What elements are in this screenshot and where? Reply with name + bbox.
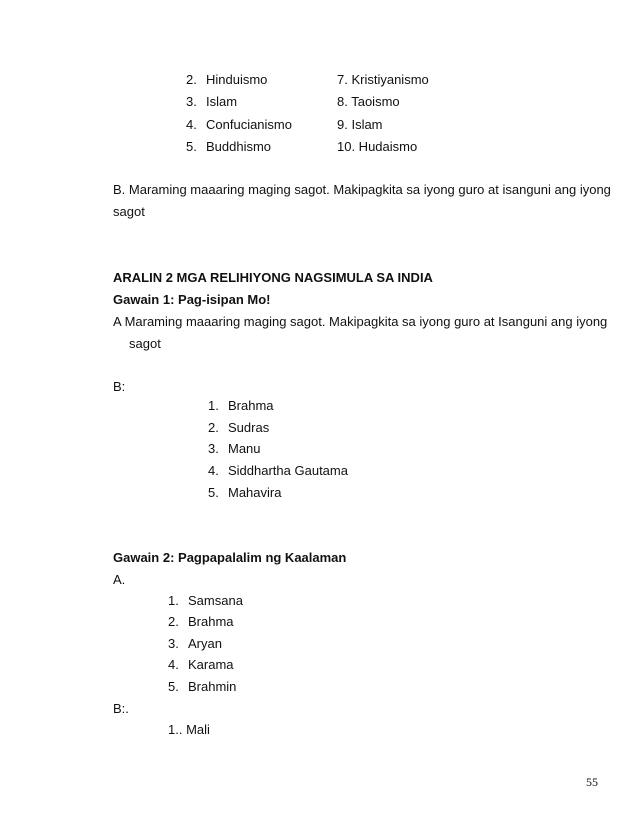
list-item xyxy=(168,636,222,652)
list-item xyxy=(208,420,269,436)
list-item-text: Aryan xyxy=(188,636,222,651)
list-item xyxy=(186,94,237,110)
list-item-number: 5. xyxy=(168,679,179,694)
list-item-text: Brahmin xyxy=(188,679,237,694)
list-item-text: Siddhartha Gautama xyxy=(228,463,348,478)
page-number: 55 xyxy=(586,775,598,789)
list-item-number: 5. xyxy=(186,139,197,154)
section-heading: ARALIN 2 MGA RELIHIYONG NAGSIMULA SA INDIA xyxy=(113,270,433,285)
list-item xyxy=(168,593,243,609)
list-item-number: 4. xyxy=(186,117,197,132)
list-item-text: Manu xyxy=(228,441,261,456)
list-item-number: 3. xyxy=(208,441,219,456)
list-item-number: 1. xyxy=(208,398,219,413)
list-item-number: 4. xyxy=(208,463,219,478)
list-item-text: Buddhismo xyxy=(206,139,272,154)
list-item xyxy=(208,485,281,501)
list-item-number: 3. xyxy=(168,636,179,651)
list-item-text: Samsana xyxy=(188,593,243,608)
list-item-text: Brahma xyxy=(188,614,234,629)
paragraph-line: sagot xyxy=(113,204,145,219)
paragraph-line: B. Maraming maaaring maging sagot. Makipagkita sa iyong guro at isanguni ang iyong xyxy=(113,182,611,197)
list-item: 9. Islam xyxy=(337,117,383,132)
list-item: 7. Kristiyanismo xyxy=(337,72,429,87)
list-item xyxy=(208,441,261,457)
subsection-heading: Gawain 2: Pagpapalalim ng Kaalaman xyxy=(113,550,347,565)
list-item-text: Confucianismo xyxy=(206,117,292,132)
paragraph-line: sagot xyxy=(129,336,161,351)
list-item-text: Mahavira xyxy=(228,485,282,500)
item-label: B:. xyxy=(113,701,129,716)
list-item-text: Karama xyxy=(188,657,234,672)
list-item xyxy=(168,657,234,673)
list-item xyxy=(168,614,234,630)
list-item xyxy=(186,139,271,155)
list-item xyxy=(208,463,348,479)
list-item-text: Hinduismo xyxy=(206,72,268,87)
paragraph-line: A Maraming maaaring maging sagot. Makipagkita sa iyong guro at Isanguni ang iyong xyxy=(113,314,608,329)
list-item xyxy=(186,117,292,133)
list-item xyxy=(208,398,274,414)
list-item-number: 3. xyxy=(186,94,197,109)
list-item-number: 2. xyxy=(186,72,197,87)
list-item: 8. Taoismo xyxy=(337,94,400,109)
list-item xyxy=(186,72,267,88)
list-item-number: 2. xyxy=(168,614,179,629)
list-item xyxy=(168,679,236,695)
list-item-number: 5. xyxy=(208,485,219,500)
list-item: 10. Hudaismo xyxy=(337,139,418,154)
list-item-number: 1. xyxy=(168,593,179,608)
list-item-text: Islam xyxy=(206,94,238,109)
list-item-number: 2. xyxy=(208,420,219,435)
list-item: 1.. Mali xyxy=(168,722,210,737)
item-label: A. xyxy=(113,572,126,587)
list-item-text: Sudras xyxy=(228,420,270,435)
list-item-number: 4. xyxy=(168,657,179,672)
subsection-heading: Gawain 1: Pag-isipan Mo! xyxy=(113,292,271,307)
list-item-text: Brahma xyxy=(228,398,274,413)
item-label: B: xyxy=(113,379,126,394)
